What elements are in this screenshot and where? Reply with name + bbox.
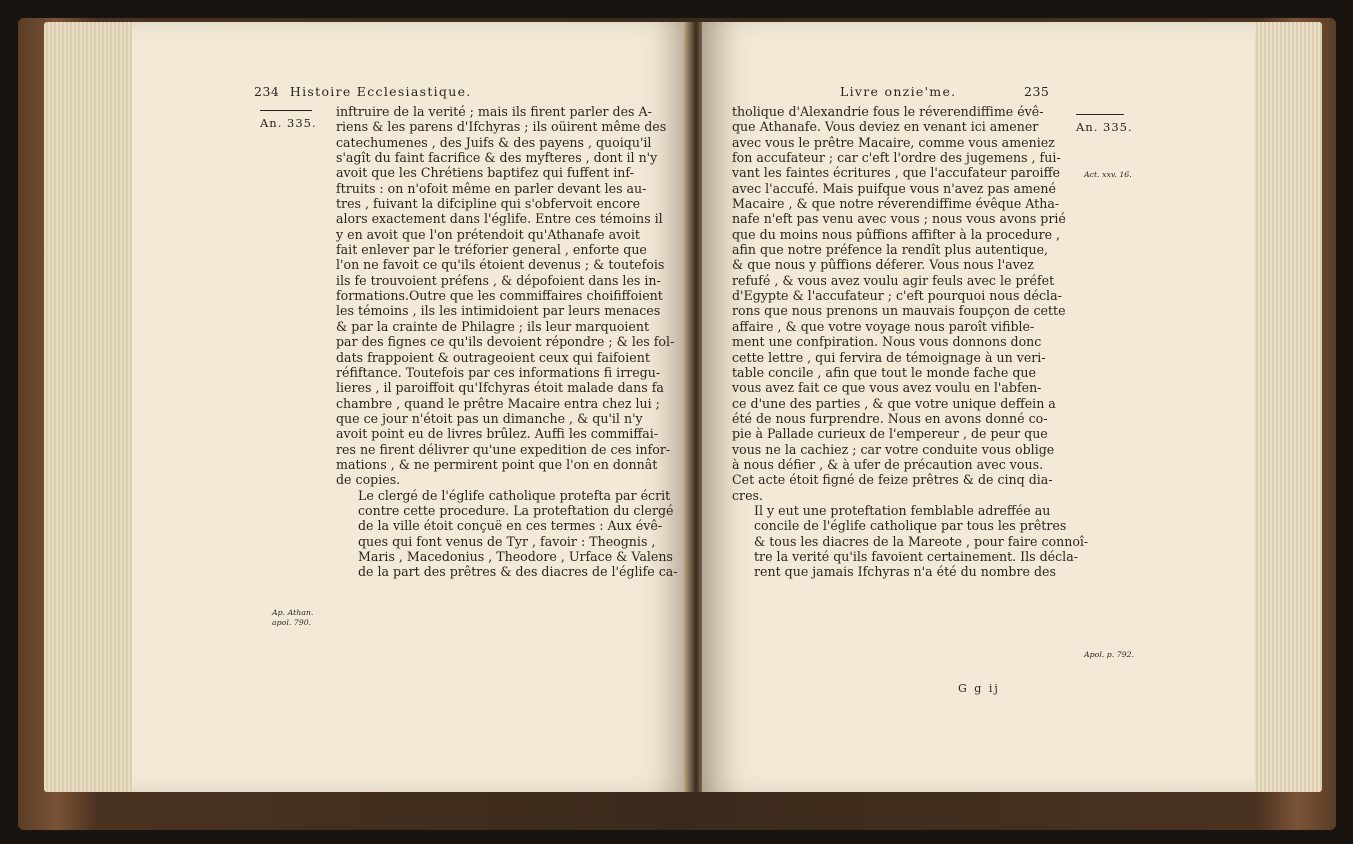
text-line: cres. [732, 487, 763, 503]
text-line: avoit que les Chrétiens baptifez qui fuffent inf- [336, 165, 634, 181]
text-line: l'on ne favoit ce qu'ils étoient devenus ; & toutefois [336, 257, 665, 273]
text-line: pie à Pallade curieux de l'empereur , de peur que [732, 426, 1048, 442]
text-line: y en avoit que l'on prétendoit qu'Athanafe avoit [336, 226, 640, 242]
right-running-title: Livre onzie'me. [840, 84, 957, 99]
text-line: fait enlever par le tréforier general , enforte que [336, 242, 647, 258]
right-paragraph-1 [732, 104, 1064, 503]
right-margin-note-bottom: Apol. p. 792. [1084, 650, 1135, 659]
text-line: ment une confpiration. Nous vous donnons donc [732, 334, 1042, 350]
text-line: de copies. [336, 472, 401, 488]
text-line: rons que nous prenons un mauvais foupçon de cette [732, 303, 1066, 319]
right-body-text [732, 104, 1089, 580]
text-line: & tous les diacres de la Mareote , pour faire connoî- [754, 533, 1089, 549]
text-line: s'agît du faint facrifice & des myfteres , dont il n'y [336, 150, 658, 166]
right-page-edges [1250, 22, 1322, 792]
text-line: ce d'une des parties , & que votre unique deffein a [732, 395, 1056, 411]
text-line: Cet acte étoit figné de feize prêtres & de cinq dia- [732, 472, 1053, 488]
text-line: tres , fuivant la difcipline qui s'obfervoit encore [336, 196, 641, 212]
right-page-number-wrap [1024, 84, 1049, 99]
right-margin-note-top: Act. xxv. 16. [1084, 170, 1132, 179]
signature-mark: G g ij [958, 682, 1000, 695]
text-line: à nous défier , & à ufer de précaution avec vous. [732, 456, 1044, 472]
year-marker-right: An. 335. [1076, 120, 1133, 134]
text-line: refufé , & vous avez voulu agir feuls avec le préfet [732, 272, 1055, 288]
text-line: chambre , quand le prêtre Macaire entra chez lui ; [336, 395, 660, 411]
text-line: vous avez fait ce que vous avez voulu en l'abfen- [732, 380, 1042, 396]
text-line: Le clergé de l'églife catholique protefta par écrit [358, 487, 671, 503]
right-page-number: 235 [1024, 84, 1050, 99]
text-line: par des fignes ce qu'ils devoient répondre ; & les fol- [336, 334, 675, 350]
left-paragraph-1 [336, 104, 680, 488]
text-line: lieres , il paroiffoit qu'Ifchyras étoit malade dans fa [336, 380, 664, 396]
year-marker: An. 335. [260, 116, 317, 130]
text-line: dats frappoient & outrageoient ceux qui faifoient [336, 349, 650, 365]
text-line: cette lettre , qui fervira de témoignage à un veri- [732, 349, 1046, 365]
left-page-edges [44, 22, 136, 792]
left-body-text [336, 104, 680, 580]
text-line: fon accufateur ; car c'eft l'ordre des jugemens , fui- [732, 150, 1061, 166]
text-line: formations.Outre que les commiffaires choififfoient [336, 288, 663, 304]
text-line: été de nous furprendre. Nous en avons donné co- [732, 410, 1048, 426]
text-line: mations , & ne permirent point que l'on en donnât [336, 456, 658, 472]
left-paragraph-2 [336, 488, 680, 580]
margin-note-line-2: apol. 790. [272, 618, 312, 627]
text-line: & par la crainte de Philagre ; ils leur marquoient [336, 318, 650, 334]
right-paragraph-2 [732, 502, 1089, 580]
text-line: Il y eut une proteftation femblable adreffée au [754, 502, 1051, 518]
left-margin-note [272, 608, 313, 628]
text-line: ils fe trouvoient préfens , & dépofoient dans les in- [336, 272, 661, 288]
text-line: res ne firent délivrer qu'une expedition de ces infor- [336, 441, 671, 457]
text-line: nafe n'eft pas venu avec vous ; nous vous avons prié [732, 211, 1066, 227]
text-line: riens & les parens d'Ifchyras ; ils oüirent même des [336, 119, 667, 135]
text-line: avec l'accufé. Mais puifque vous n'avez pas amené [732, 180, 1056, 196]
text-line: les témoins , ils les intimidoient par leurs menaces [336, 303, 661, 319]
right-page-header [840, 84, 956, 99]
text-line: Macaire , & que notre réverendiffime évêque Atha- [732, 196, 1060, 212]
text-line: avec vous le prêtre Macaire, comme vous ameniez [732, 134, 1055, 150]
left-running-title: Histoire Ecclesiastique. [289, 84, 472, 99]
text-line: avoit point eu de livres brûlez. Auffi les commiffai- [336, 426, 659, 442]
text-line: réfiftance. Toutefois par ces informations fi irregu- [336, 364, 661, 380]
year-rule-right [1076, 114, 1124, 115]
text-line: table concile , afin que tout le monde fache que [732, 364, 1036, 380]
text-line: contre cette procedure. La proteftation du clergé [358, 502, 674, 518]
text-line: rent que jamais Ifchyras n'a été du nombre des [754, 564, 1056, 580]
margin-note-line-1: Ap. Athan. [272, 608, 314, 617]
text-line: concile de l'églife catholique par tous les prêtres [754, 518, 1067, 534]
text-line: de la ville étoit conçuë en ces termes : Aux évê- [358, 518, 663, 534]
text-line: ftruits : on n'ofoit même en parler devant les au- [336, 180, 647, 196]
text-line: tholique d'Alexandrie fous le réverendiffime évê- [732, 104, 1044, 119]
text-line: que ce jour n'étoit pas un dimanche , & qu'il n'y [336, 410, 643, 426]
text-line: vous ne la cachiez ; car votre conduite vous oblige [732, 441, 1055, 457]
text-line: que du moins nous pûffions affifter à la procedure , [732, 226, 1061, 242]
left-page-number: 234 [254, 84, 280, 99]
text-line: que Athanafe. Vous deviez en venant ici amener [732, 119, 1039, 135]
right-page [702, 22, 1254, 792]
year-rule [260, 110, 312, 111]
text-line: vant les faintes écritures , que l'accufateur paroiffe [732, 165, 1060, 181]
text-line: & que nous y pûffions déferer. Vous nous l'avez [732, 257, 1034, 273]
text-line: affaire , & que votre voyage nous paroît vifible- [732, 318, 1035, 334]
text-line: Maris , Macedonius , Theodore , Urface & Valens [358, 548, 673, 564]
text-line: tre la verité qu'ils favoient certainement. Ils décla- [754, 548, 1078, 564]
text-line: inftruire de la verité ; mais ils firent parler des A- [336, 104, 652, 119]
text-line: de la part des prêtres & des diacres de l'églife ca- [358, 564, 678, 580]
left-page [132, 22, 690, 792]
text-line: catechumenes , des Juifs & des payens , quoiqu'il [336, 134, 652, 150]
text-line: afin que notre préfence la rendît plus autentique, [732, 242, 1049, 258]
text-line: d'Egypte & l'accufateur ; c'eft pourquoi nous décla- [732, 288, 1062, 304]
left-page-header [254, 84, 472, 99]
text-line: alors exactement dans l'églife. Entre ces témoins il [336, 211, 663, 227]
text-line: ques qui font venus de Tyr , favoir : Theognis , [358, 533, 656, 549]
